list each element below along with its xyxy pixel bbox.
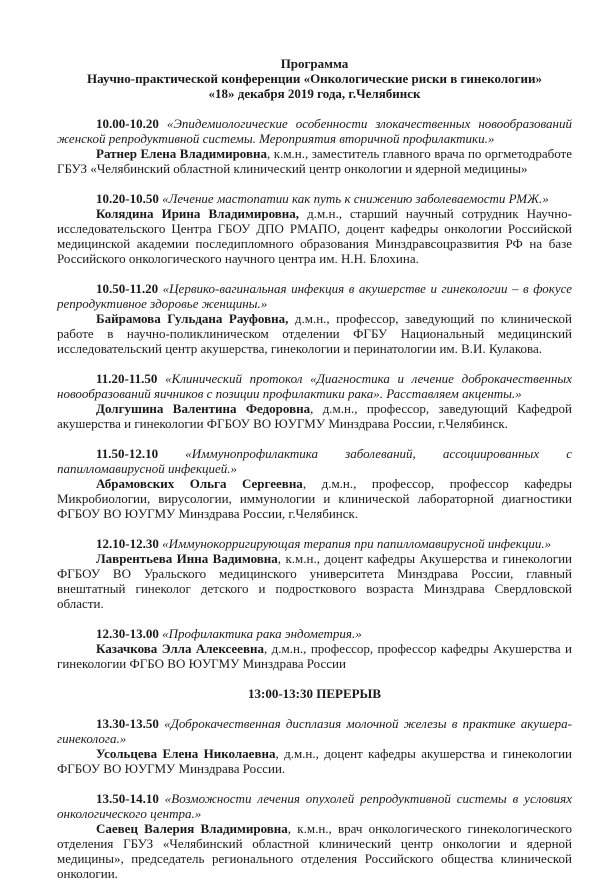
- document-header: [57, 56, 572, 101]
- lunch-break-label: 13:00-13:30 ПЕРЕРЫВ: [247, 686, 381, 701]
- session-time: 10.00-10.20: [96, 116, 159, 131]
- session-speaker-info: [57, 746, 572, 776]
- session-topic: «Доброкачественная дисплазия молочной железы в практике акушера-гинеколога.»: [57, 716, 572, 746]
- session-topic: «Цервико-вагинальная инфекция в акушерстве и гинекологии – в фокусе репродуктивное здоровье женщины.»: [57, 281, 572, 311]
- session-time: 10.20-10.50: [96, 191, 159, 206]
- speaker-details: , д.м.н., профессор, профессор кафедры Микробиологии, вирусологии, иммунологии и клинической лабораторной диагностики ФГБОУ ВО ЮУГМУ Минздрава России, г.Челябинск.: [57, 476, 572, 521]
- session-time: 11.50-12.10: [96, 446, 159, 461]
- speaker-name: Байрамова Гульдана Рауфовна,: [96, 311, 289, 326]
- session-topic: «Лечение мастопатии как путь к снижению заболеваемости РМЖ.»: [162, 191, 549, 206]
- session-heading: [57, 716, 572, 746]
- session-topic: «Возможности лечения опухолей репродуктивной системы в условиях онкологического центра.»: [57, 791, 572, 821]
- session-topic: «Иммунокорригирующая терапия при папилломавирусной инфекции.»: [162, 536, 552, 551]
- speaker-details: , д.м.н., доцент кафедры акушерства и гинекологии ФГБОУ ВО ЮУГМУ Минздрава России.: [57, 746, 572, 776]
- session-heading: [57, 191, 572, 206]
- session-item: [57, 281, 572, 356]
- session-time: 12.10-12.30: [96, 536, 159, 551]
- session-item: [57, 371, 572, 431]
- session-item: [57, 716, 572, 776]
- session-time: 13.30-13.50: [96, 716, 159, 731]
- header-program: Программа: [280, 56, 349, 71]
- session-speaker-info: [57, 476, 572, 521]
- session-time: 10.50-11.20: [96, 281, 159, 296]
- program-document: [57, 56, 572, 896]
- session-item: [57, 536, 572, 611]
- speaker-details: д.м.н., профессор, заведующий по клинической работе в научно-поликлиническом отделении ФГБУ Национальный медицинский исследовательский центр акушерства, гинекологии и перинатологии им. В.И. Кулакова.: [57, 311, 572, 356]
- session-speaker-info: [57, 311, 572, 356]
- session-speaker-info: [57, 821, 572, 881]
- header-date-location: «18» декабря 2019 года, г.Челябинск: [208, 86, 421, 101]
- speaker-name: Абрамовских Ольга Сергеевна: [96, 476, 303, 491]
- session-heading: [57, 116, 572, 146]
- session-time: 13.50-14.10: [96, 791, 159, 806]
- session-heading: [57, 626, 572, 641]
- session-item: [57, 191, 572, 266]
- session-speaker-info: [57, 551, 572, 611]
- session-speaker-info: [57, 206, 572, 266]
- session-heading: [57, 536, 572, 551]
- session-item: [57, 116, 572, 176]
- session-time: 11.20-11.50: [96, 371, 158, 386]
- session-heading: [57, 281, 572, 311]
- spacer: [57, 101, 572, 116]
- session-topic: «Иммунопрофилактика заболеваний, ассоциированных с папилломавирусной инфекцией.»: [57, 446, 572, 476]
- speaker-details: , к.м.н., врач онкологического гинекологического отделения ГБУЗ «Челябинский областной клинический центр онкологии и ядерной медицины», председатель регионального отделения Российского общества клинической онкологии.: [57, 821, 572, 881]
- session-item: [57, 626, 572, 671]
- speaker-name: Саевец Валерия Владимировна: [96, 821, 288, 836]
- session-heading: [57, 791, 572, 821]
- session-item: [57, 791, 572, 881]
- speaker-name: Казачкова Элла Алексеевна: [96, 641, 264, 656]
- speaker-details: , к.м.н., доцент кафедры Акушерства и гинекологии ФГБОУ ВО Уральского медицинского университета Минздрава России, главный внештатный гинеколог детского и подросткового возраста Минздрава Свердловской области.: [57, 551, 572, 611]
- header-conference-name: Научно-практической конференции «Онкологические риски в гинекологии»: [87, 71, 542, 86]
- session-speaker-info: [57, 146, 572, 176]
- session-topic: «Клинический протокол «Диагностика и лечение доброкачественных новообразований яичников с позиции профилактики рака». Расставляем акценты.»: [57, 371, 572, 401]
- session-item: [57, 446, 572, 521]
- speaker-name: Долгушина Валентина Федоровна: [96, 401, 311, 416]
- session-time: 12.30-13.00: [96, 626, 159, 641]
- speaker-details: , д.м.н., профессор, профессор кафедры Акушерства и гинекологии ФГБО ВО ЮУГМУ Минздрава России: [57, 641, 572, 671]
- session-speaker-info: [57, 401, 572, 431]
- speaker-name: Лаврентьева Инна Вадимовна: [96, 551, 278, 566]
- speaker-details: , к.м.н., заместитель главного врача по оргметодработе ГБУЗ «Челябинский областной клинический центр онкологии и ядерной медицины»: [57, 146, 572, 176]
- session-heading: [57, 446, 572, 476]
- speaker-name: Усольцева Елена Николаевна: [96, 746, 276, 761]
- session-topic: «Профилактика рака эндометрия.»: [162, 626, 362, 641]
- speaker-details: , д.м.н., профессор, заведующий Кафедрой акушерства и гинекологии ФГБОУ ВО ЮУГМУ Минздрава России, г.Челябинск.: [57, 401, 572, 431]
- session-heading: [57, 371, 572, 401]
- speaker-name: Ратнер Елена Владимировна: [96, 146, 267, 161]
- session-topic: «Эпидемиологические особенности злокачественных новообразований женской репродуктивной системы. Мероприятия вторичной профилактики.»: [57, 116, 573, 146]
- session-speaker-info: [57, 641, 572, 671]
- speaker-name: Колядина Ирина Владимировна,: [96, 206, 300, 221]
- speaker-details: д.м.н., старший научный сотрудник Научно-исследовательского Центра ГБОУ ДПО РМАПО, доцент кафедры онкологии Российской медицинской академии последипломного образования Минздравсоцразвития РФ на базе Российского онкологического научного центра им. Н.Н. Блохина.: [57, 206, 572, 266]
